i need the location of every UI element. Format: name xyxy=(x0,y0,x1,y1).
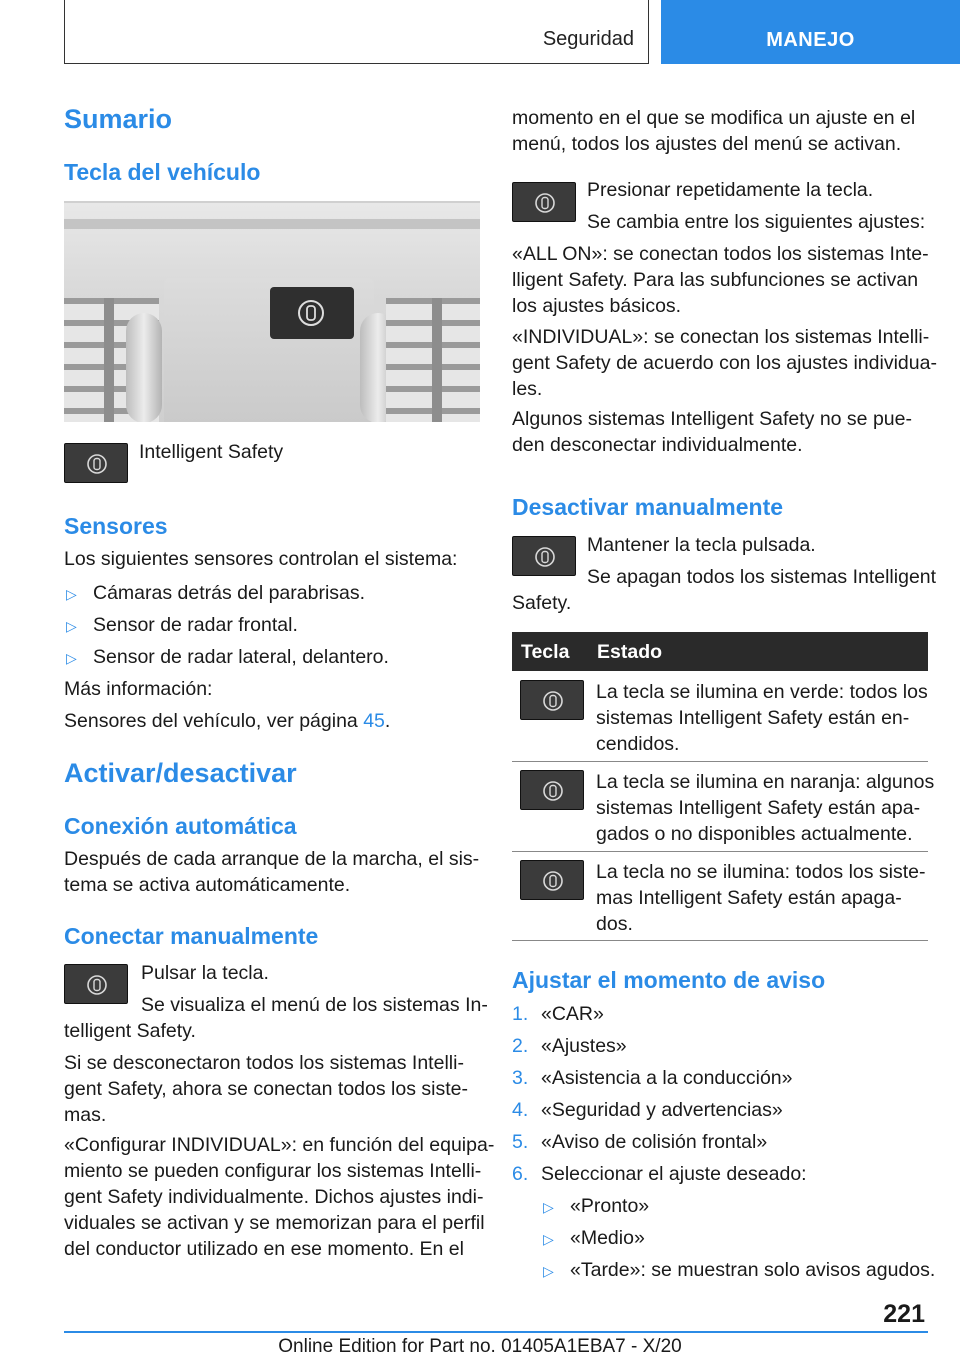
header-section-title: Seguridad xyxy=(542,28,634,50)
step-text: «CAR» xyxy=(541,1003,604,1025)
step-number: 5. xyxy=(512,1131,529,1153)
mas-informacion: Más información: xyxy=(64,678,213,700)
table-divider xyxy=(512,940,928,941)
car-shield-icon xyxy=(87,974,107,996)
key-green-state xyxy=(520,680,584,720)
table-cell-line: La tecla se ilumina en verde: todos los xyxy=(596,681,928,703)
step-number: 3. xyxy=(512,1067,529,1089)
allon-text-line: lligent Safety. Para las subfunciones se activan xyxy=(512,269,919,291)
table-cell-line: sistemas Intelligent Safety están en- xyxy=(596,707,910,729)
table-header-estado: Estado xyxy=(597,641,663,663)
table-divider xyxy=(512,851,928,852)
car-shield-icon xyxy=(535,192,555,214)
intelligent-safety-key xyxy=(64,443,128,483)
table-cell-line: dos. xyxy=(596,913,633,935)
cambia-text: Se cambia entre los siguientes ajustes: xyxy=(587,211,926,233)
table-cell-line: La tecla se ilumina en naranja: algunos xyxy=(596,771,935,793)
algunos-text-line: Algunos sistemas Intelligent Safety no se pue- xyxy=(512,408,912,430)
page-reference xyxy=(64,708,390,734)
car-shield-icon xyxy=(87,453,107,475)
header-section-box xyxy=(64,0,649,64)
continuation-text-line: menú, todos los ajustes del menú se activan. xyxy=(512,133,902,155)
configurar-text-line: miento se pueden configurar los sistemas Intelli- xyxy=(64,1160,482,1182)
key-orange-state xyxy=(520,770,584,810)
heading-ajustar-momento-aviso: Ajustar el momento de aviso xyxy=(512,967,826,993)
heading-sumario: Sumario xyxy=(64,104,173,134)
step-number: 2. xyxy=(512,1035,529,1057)
table-cell-line: gados o no disponibles actualmente. xyxy=(596,823,913,845)
step-number: 1. xyxy=(512,1003,529,1025)
sensor-item: Cámaras detrás del parabrisas. xyxy=(93,582,366,604)
sub-option: «Pronto» xyxy=(570,1195,650,1217)
header-chapter-label: MANEJO xyxy=(766,29,855,51)
conexion-text-line: tema se activa automáticamente. xyxy=(64,874,351,896)
algunos-text-line: den desconectar individualmente. xyxy=(512,434,803,456)
vehicle-key-photo xyxy=(64,201,480,422)
header-chapter-tab[interactable] xyxy=(661,0,960,64)
table-divider xyxy=(512,761,928,762)
configurar-text-line: del conductor utilizado en ese momento. En el xyxy=(64,1238,464,1260)
step-text: «Seguridad y advertencias» xyxy=(541,1099,783,1121)
table-cell-line: sistemas Intelligent Safety están apa- xyxy=(596,797,921,819)
heading-sensores: Sensores xyxy=(64,513,168,539)
conexion-text-line: Después de cada arranque de la marcha, el sis- xyxy=(64,848,480,870)
continuation-text-line: momento en el que se modifica un ajuste en el xyxy=(512,107,916,129)
sub-option: «Tarde»: se muestran solo avisos agudos. xyxy=(570,1259,936,1281)
configurar-text-line: «Configurar INDIVIDUAL»: en función del equipa- xyxy=(64,1134,495,1156)
reference-page-link[interactable]: 45 xyxy=(363,710,385,732)
table-header xyxy=(512,632,928,671)
table-header-tecla: Tecla xyxy=(521,641,570,663)
desconectaron-text-line: mas. xyxy=(64,1104,107,1126)
triangle-right-icon: ▷ xyxy=(66,586,77,602)
apagan-text-line: Se apagan todos los sistemas Intelligent xyxy=(587,566,937,588)
step-number: 4. xyxy=(512,1099,529,1121)
configurar-text-line: gent Safety individualmente. Dichos ajustes indi- xyxy=(64,1186,484,1208)
car-shield-icon xyxy=(298,299,324,327)
table-cell-line: cendidos. xyxy=(596,733,680,755)
triangle-right-icon: ▷ xyxy=(66,650,77,666)
footer-divider xyxy=(64,1331,928,1333)
page-number: 221 xyxy=(883,1300,925,1328)
heading-desactivar-manualmente: Desactivar manualmente xyxy=(512,494,784,520)
visualiza-text-line: Se visualiza el menú de los sistemas In- xyxy=(141,994,488,1016)
step-text: «Ajustes» xyxy=(541,1035,627,1057)
apagan-text-line: Safety. xyxy=(512,592,572,614)
presionar-text: Presionar repetidamente la tecla. xyxy=(587,179,874,201)
photo-vent-bar xyxy=(432,298,442,422)
triangle-right-icon: ▷ xyxy=(66,618,77,634)
individual-text-line: «INDIVIDUAL»: se conectan los sistemas Intelli- xyxy=(512,326,930,348)
step-text: «Asistencia a la conducción» xyxy=(541,1067,793,1089)
reference-end: . xyxy=(384,710,391,732)
desconectaron-text-line: gent Safety, ahora se conectan todos los siste- xyxy=(64,1078,468,1100)
footer-edition: Online Edition for Part no. 01405A1EBA7 - X/20 xyxy=(278,1336,682,1357)
sensores-intro: Los siguientes sensores controlan el sistema: xyxy=(64,548,458,570)
key-off-state xyxy=(520,860,584,900)
car-shield-icon xyxy=(543,780,563,802)
car-shield-icon xyxy=(543,870,563,892)
individual-text-line: les. xyxy=(512,378,543,400)
sub-option: «Medio» xyxy=(570,1227,645,1249)
heading-conectar-manualmente: Conectar manualmente xyxy=(64,923,319,949)
heading-conexion-automatica: Conexión automática xyxy=(64,813,297,839)
intelligent-safety-key xyxy=(64,964,128,1004)
visualiza-text-line: telligent Safety. xyxy=(64,1020,196,1042)
configurar-text-line: viduales se activan y se memorizan para el perfil xyxy=(64,1212,485,1234)
pulsar-text: Pulsar la tecla. xyxy=(141,962,269,984)
reference-text: Sensores del vehículo, ver página xyxy=(64,710,364,732)
heading-tecla-vehiculo: Tecla del vehículo xyxy=(64,159,261,185)
triangle-right-icon: ▷ xyxy=(543,1231,554,1247)
heading-activar-desactivar: Activar/desactivar xyxy=(64,758,297,788)
photo-safety-button xyxy=(270,287,354,339)
sensor-item: Sensor de radar frontal. xyxy=(93,614,298,636)
triangle-right-icon: ▷ xyxy=(543,1263,554,1279)
step-number: 6. xyxy=(512,1163,529,1185)
intelligent-safety-key xyxy=(512,182,576,222)
mantener-text: Mantener la tecla pulsada. xyxy=(587,534,816,556)
desconectaron-text-line: Si se desconectaron todos los sistemas Intelli- xyxy=(64,1052,464,1074)
photo-vent-knob-left xyxy=(126,313,162,422)
sensor-item: Sensor de radar lateral, delantero. xyxy=(93,646,389,668)
step-text: «Aviso de colisión frontal» xyxy=(541,1131,768,1153)
triangle-right-icon: ▷ xyxy=(543,1199,554,1215)
car-shield-icon xyxy=(535,546,555,568)
table-cell-line: mas Intelligent Safety están apaga- xyxy=(596,887,902,909)
individual-text-line: gent Safety de acuerdo con los ajustes individua- xyxy=(512,352,937,374)
car-shield-icon xyxy=(543,690,563,712)
photo-trim-strip xyxy=(64,219,480,229)
allon-text-line: «ALL ON»: se conectan todos los sistemas Inte- xyxy=(512,243,929,265)
intelligent-safety-key xyxy=(512,536,576,576)
step-text: Seleccionar el ajuste deseado: xyxy=(541,1163,807,1185)
photo-vent-bar xyxy=(104,298,114,422)
key-caption: Intelligent Safety xyxy=(139,441,284,463)
table-cell-line: La tecla no se ilumina: todos los siste- xyxy=(596,861,926,883)
allon-text-line: los ajustes básicos. xyxy=(512,295,682,317)
